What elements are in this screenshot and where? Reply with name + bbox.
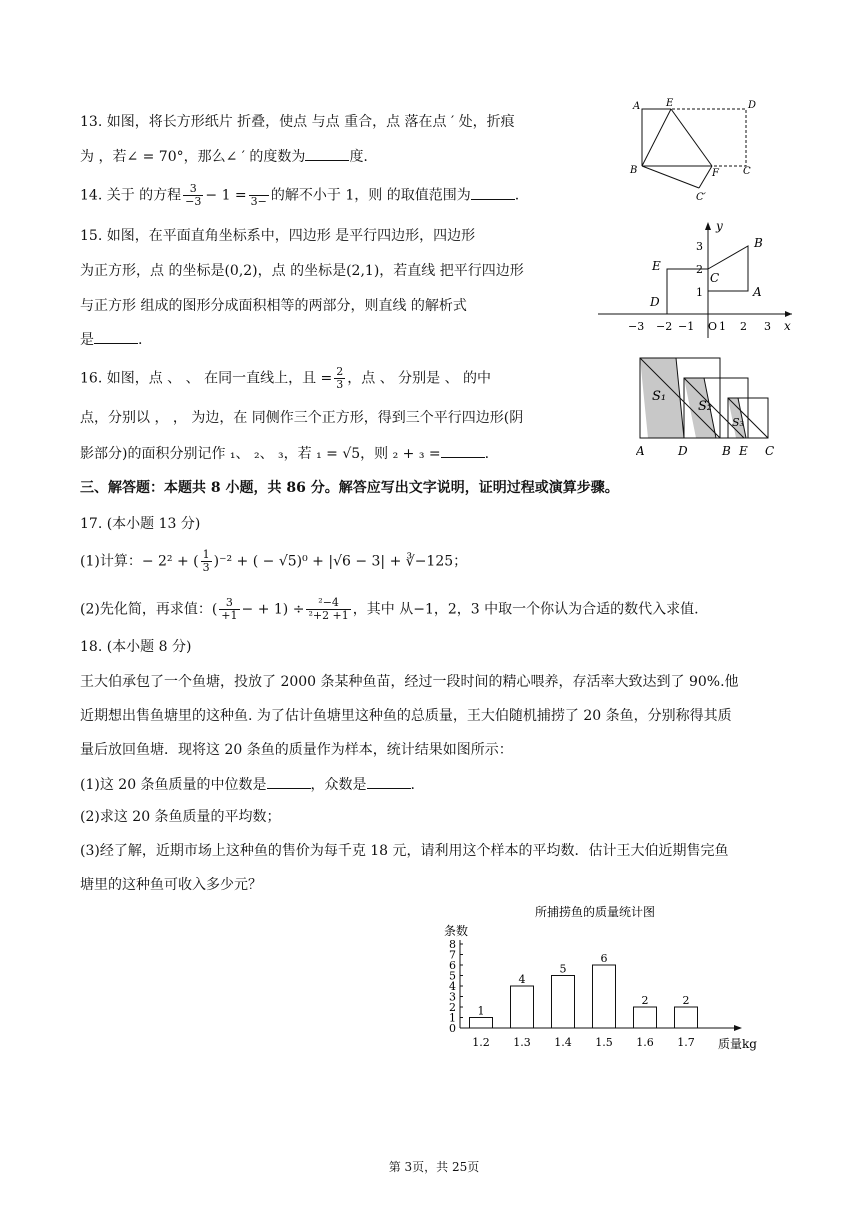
q13-line1: 13. 如图，将长方形纸片 折叠，使点 与点 重合，点 落在点 ′ 处，折痕 [80,114,515,130]
q14-text-mid: − 1 = [205,187,247,204]
fig15-xtick-2: 2 [740,320,747,333]
fig15-xtick-m1: −1 [678,320,695,333]
fig15-coordinate-plane [598,218,798,340]
chart-x-axis-arrow [734,1025,742,1031]
q18-sub3-line2: 塘里的这种鱼可收入多少元？ [80,877,262,893]
chart-bar [675,1007,698,1028]
q18-sub1-b: ，众数是 [310,777,367,793]
fig15-label-E: E [652,259,661,273]
q13-line2-end: 度. [349,149,368,165]
q18-sub1-a: (1)这 20 条鱼质量的中位数是 [80,777,267,793]
q16-frac-den: 3 [336,378,344,391]
fig15-xtick-1: 1 [719,320,726,333]
fig13-label-C-prime: C′ [696,192,706,203]
q15-line4-text: 是 [80,332,94,348]
fig13-label-C: C [743,166,751,177]
q18-sub2: (2)求这 20 条鱼质量的平均数； [80,809,281,825]
chart-bar-value-label: 2 [682,994,690,1007]
q13-line2-text: 为 ，若∠ = 70°，那么∠ ′ 的度数为 [80,149,306,165]
fig15-axis-y: y [716,219,723,233]
chart-ytick-label: 7 [449,948,456,962]
q15-answer-blank [94,329,138,344]
q17-part2-fraction1 [219,597,239,622]
fig15-xtick-3: 3 [764,320,771,333]
chart-xlabel: 质量kg [718,1037,757,1051]
fig13-label-E: E [666,98,674,109]
q15-line3: 与正方形 组成的图形分成面积相等的两部分，则直线 的解析式 [80,298,467,314]
fig15-label-D: D [650,295,660,309]
chart-title: 所捕捞鱼的质量统计图 [534,905,656,919]
q16-fraction [334,366,345,391]
chart-ytick-label: 2 [449,1001,456,1014]
q17-part2 [80,597,699,625]
fig15-xtick-m3: −3 [628,320,645,333]
q14-text-c: . [514,187,520,204]
page-footer: 第 3页，共 25页 [388,1160,480,1174]
fig16-label-S3: S₃ [732,416,744,429]
q18-title: 18. (本小题 8 分) [80,639,192,655]
chart-bar [552,976,575,1029]
chart-bar [634,1007,657,1028]
q17-p2f1-den: +1 [221,609,238,622]
q14-answer-blank [471,185,515,200]
q15-line4-end: . [138,332,143,348]
q16-line3 [80,443,489,464]
q14-f1-den: −3 [185,195,202,208]
fig15-ytick-3: 3 [696,240,703,253]
fig13-label-A: A [633,101,641,112]
q13-answer-blank [305,146,349,161]
q17-part1-fraction [201,549,212,574]
q18-mode-blank [367,774,411,789]
q14-fraction-2 [249,184,269,208]
fig13-label-B: B [630,165,638,176]
q15-line2: 为正方形，点 的坐标是(0,2)，点 的坐标是(2,1)，若直线 把平行四边形 [80,263,524,279]
q17-part2-b: − + 1) ÷ [241,601,305,618]
fig16-label-D: D [678,444,688,458]
q16-line1-b: ，点 、 分别是 、 的中 [347,370,492,387]
chart-bar [470,1018,493,1029]
fig13-folded-rectangle [624,96,764,206]
section-3-heading: 三、解答题：本题共 8 小题，共 86 分。解答应写出文字说明，证明过程或演算步骤。 [80,480,619,496]
chart-bar-value-label: 4 [518,973,526,986]
fig13-label-D: D [748,100,757,111]
fig15-label-A: A [753,285,762,299]
fig15-origin: O [708,320,718,333]
q13-line2 [80,146,368,167]
q14-f2-den: 3− [250,194,267,208]
fig15-label-B: B [754,236,763,250]
chart-category-label: 1.5 [595,1036,613,1049]
q18-para3: 量后放回鱼塘．现将这 20 条鱼的质量作为样本，统计结果如图所示： [80,742,513,758]
q14-f1-num: 3 [183,183,203,196]
chart-category-label: 1.7 [677,1036,695,1049]
chart-ytick-label: 8 [449,938,456,951]
chart-bar-value-label: 1 [477,1004,485,1018]
fig15-label-C: C [710,271,720,285]
q17-part2-a: (2)先化简，再求值：( [80,601,218,618]
fig16-label-E: E [739,444,748,458]
chart-ytick-label: 6 [449,959,456,972]
q16-answer-blank [441,443,485,458]
fig13-label-F: F [712,168,719,179]
q14-fraction-1 [183,183,203,208]
fig15-ytick-1: 1 [696,286,703,299]
fig16-label-B: B [722,444,731,458]
q17-p2f1-num: 3 [219,597,239,610]
chart-category-label: 1.3 [513,1036,531,1049]
q17-p2f2-den: ²+2 +1 [308,609,349,622]
q14-f2-num [249,184,269,196]
q16-line3-text: 影部分)的面积分别记作 ₁、 ₂、 ₃，若 ₁ = √5，则 ₂ + ₃ = [80,446,441,462]
q17-part2-c: ，其中 从−1，2，3 中取一个你认为合适的数代入求值. [352,601,699,618]
q16-line2: 点，分别以 ， ， 为边，在 同侧作三个正方形，得到三个平行四边形(阴 [80,410,524,426]
chart-ytick-label: 5 [449,969,456,983]
fig15-xtick-m2: −2 [656,320,673,333]
q18-para2: 近期想出售鱼塘里的这种鱼. 为了估计鱼塘里这种鱼的总质量，王大伯随机捕捞了 20 条鱼，分别称得其质 [80,708,732,724]
q18-para1: 王大伯承包了一个鱼塘，投放了 2000 条某种鱼苗，经过一段时间的精心喂养，存活率大致达到了 90%.他 [80,674,739,690]
chart-ytick-label: 0 [449,1022,456,1035]
q17-part1-b: )⁻² + ( − √5)⁰ + |√6 − 3| + ∛−125； [213,553,468,570]
q18-sub3-line1: (3)经了解，近期市场上这种鱼的售价为每千克 18 元，请利用这个样本的平均数．估计王大伯近期售完鱼 [80,843,729,859]
chart-ytick-label: 3 [449,990,456,1004]
fig15-axis-x: x [784,319,791,333]
q17-p1-num: 1 [202,548,210,561]
q14-text-a: 14. 关于 的方程 [80,187,182,204]
q15-line4 [80,329,142,350]
chart-ytick-label: 4 [449,980,456,993]
q17-p1-den: 3 [202,561,210,574]
fig16-label-S1: S₁ [652,389,667,404]
q16-frac-num: 2 [336,365,344,378]
q16-line1 [80,366,491,394]
chart-bar-value-label: 6 [600,952,608,965]
chart-ytick-label: 1 [449,1011,456,1025]
fig16-label-A: A [636,444,645,458]
chart-category-label: 1.6 [636,1036,654,1049]
chart-bar-value-label: 5 [559,962,567,976]
fig16-label-C: C [765,444,775,458]
q18-sub1 [80,774,415,795]
q18-median-blank [267,774,311,789]
chart-category-label: 1.2 [472,1036,490,1049]
chart-category-label: 1.4 [554,1036,572,1049]
q17-p2f2-num: ²−4 [306,597,350,610]
fig16-label-S2: S₂ [698,399,713,414]
chart-bar [593,965,616,1028]
fig16-three-squares [636,354,784,462]
chart-ylabel: 条数 [444,924,469,938]
chart-bar [511,986,534,1028]
q17-part2-fraction2 [306,597,350,622]
q17-part1 [80,549,467,577]
q14-line [80,183,519,209]
q17-title: 17. (本小题 13 分) [80,516,201,532]
q16-line1-a: 16. 如图，点 、 、 在同一直线上，且 = [80,370,333,387]
q17-part1-a: (1)计算：− 2² + ( [80,553,199,570]
chart-bar-value-label: 2 [641,994,649,1007]
q16-line3-end: . [484,446,490,462]
q18-sub1-c: . [410,777,415,793]
q15-line1: 15. 如图，在平面直角坐标系中，四边形 是平行四边形，四边形 [80,228,476,244]
q14-text-b: 的解不小于 1，则 的取值范围为 [270,187,471,204]
fig15-ytick-2: 2 [696,263,703,276]
fish-weight-bar-chart [420,898,770,1058]
